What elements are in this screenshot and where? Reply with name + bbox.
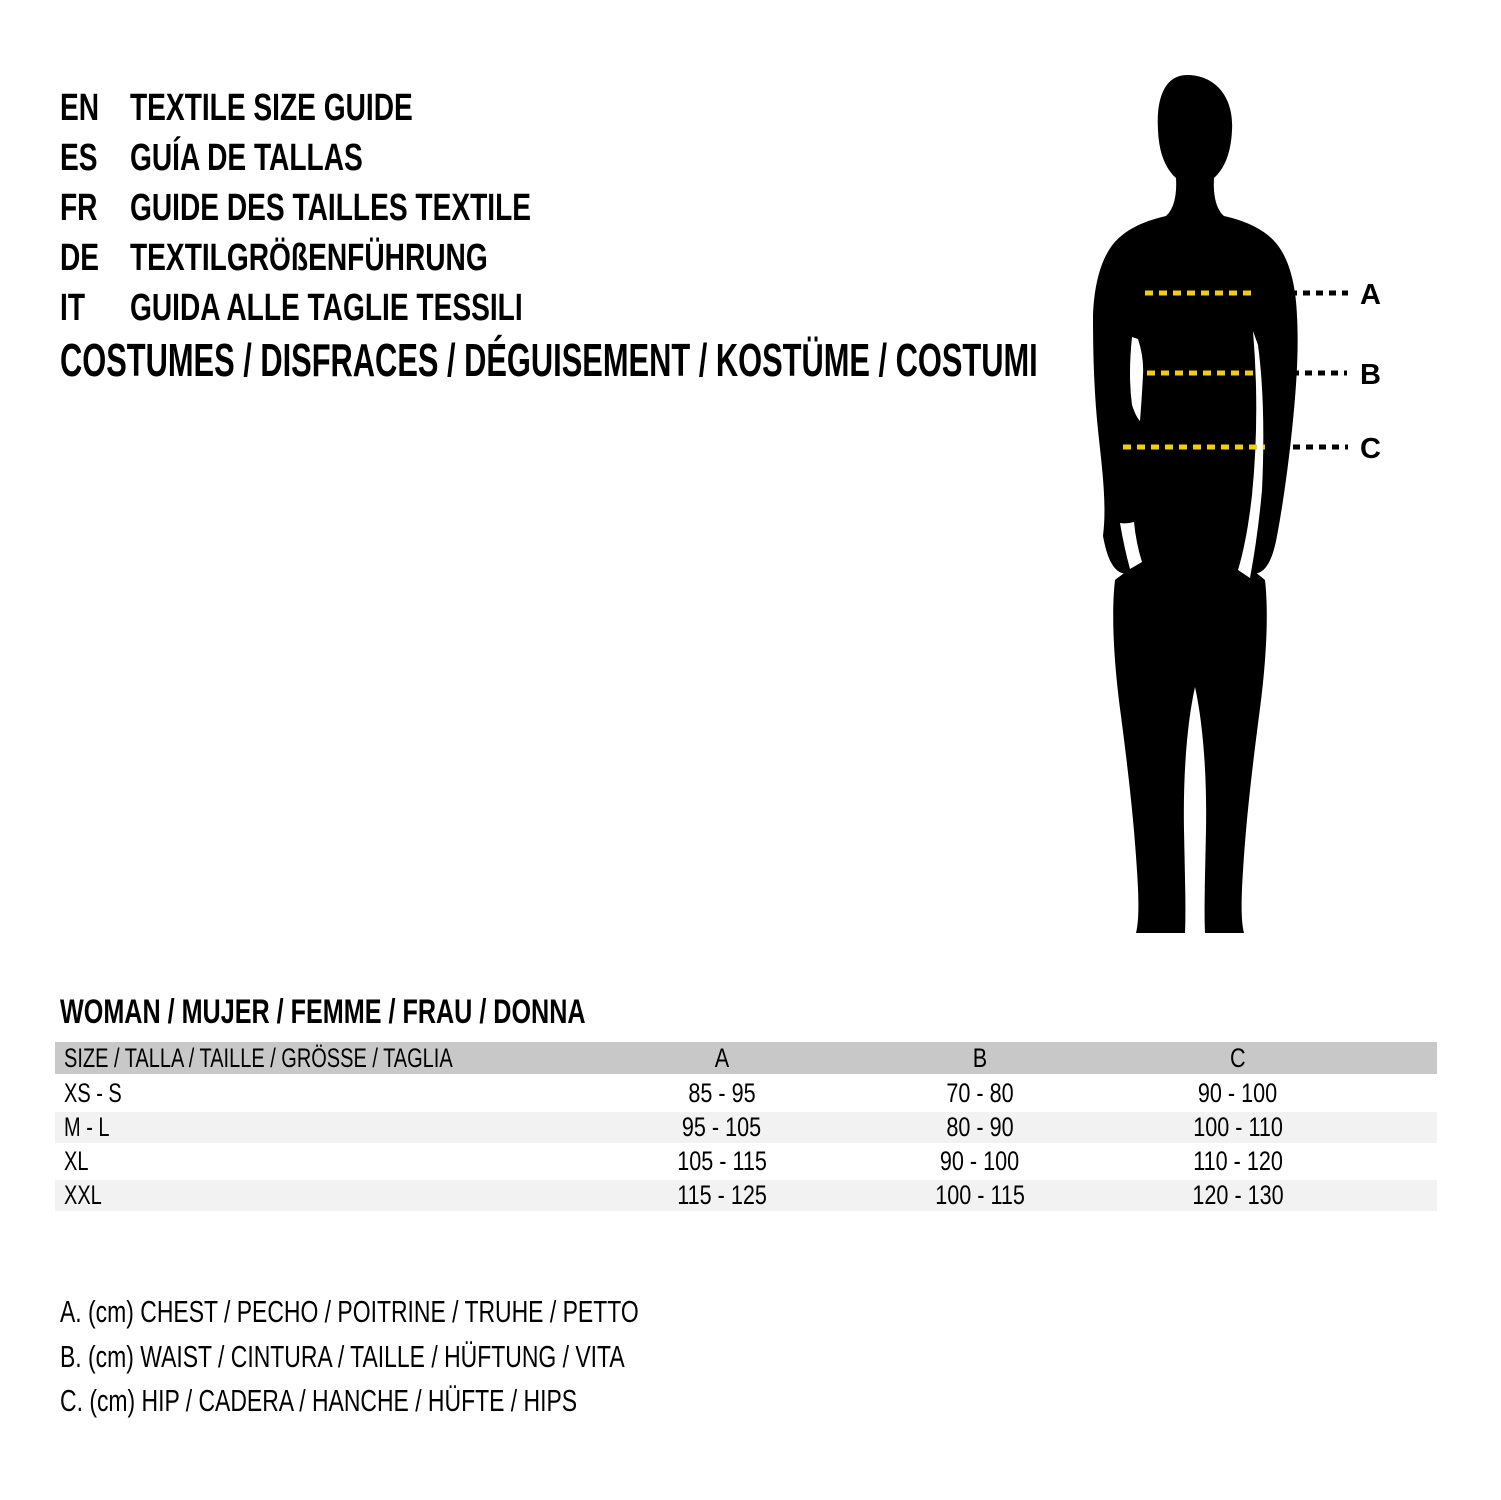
- waist-cell: 90 - 100: [940, 1146, 1020, 1176]
- hip-cell: 90 - 100: [1198, 1078, 1278, 1108]
- lang-label-fr: GUIDE DES TAILLES TEXTILE: [130, 187, 531, 229]
- waist-cell: 100 - 115: [935, 1180, 1025, 1210]
- legend-note-chest: [60, 1292, 842, 1332]
- section-title-woman: [60, 990, 770, 1034]
- hip-cell: 100 - 110: [1193, 1112, 1283, 1142]
- size-cell: XXL: [64, 1180, 102, 1210]
- table-row-xl: [55, 1146, 1437, 1177]
- chest-cell: 95 - 105: [682, 1112, 762, 1142]
- col-header-b: B: [972, 1042, 988, 1073]
- size-cell: M - L: [64, 1112, 110, 1142]
- section-title-text: WOMAN / MUJER / FEMME / FRAU / DONNA: [60, 993, 586, 1031]
- legend-note-hip-text: C. (cm) HIP / CADERA / HANCHE / HÜFTE / HIPS: [60, 1383, 578, 1418]
- lang-label-es: GUÍA DE TALLAS: [130, 137, 363, 179]
- hip-cell: 110 - 120: [1193, 1146, 1283, 1176]
- lang-label-de: TEXTILGRÖßENFÜHRUNG: [130, 237, 488, 279]
- chest-cell: 85 - 95: [688, 1078, 756, 1108]
- legend-note-waist-text: B. (cm) WAIST / CINTURA / TAILLE / HÜFTUNG / VITA: [60, 1339, 625, 1374]
- size-table: [55, 1042, 1437, 1214]
- lang-code-fr: FR: [60, 187, 98, 229]
- waist-cell: 70 - 80: [946, 1078, 1014, 1108]
- col-header-c: C: [1230, 1042, 1246, 1073]
- measurement-figure: [1092, 75, 1392, 941]
- chest-cell: 105 - 115: [677, 1146, 767, 1176]
- table-row-m-l: [55, 1112, 1437, 1143]
- waist-cell: 80 - 90: [946, 1112, 1014, 1142]
- chest-cell: 115 - 125: [677, 1180, 767, 1210]
- legend-note-hip: [60, 1381, 759, 1421]
- lang-code-it: IT: [60, 287, 85, 329]
- lang-code-en: EN: [60, 87, 100, 129]
- size-table-header-row: [55, 1042, 1437, 1074]
- category-title-text: COSTUMES / DISFRACES / DÉGUISEMENT / KOSTÜME / COSTUMI: [60, 334, 1038, 386]
- lang-code-de: DE: [60, 237, 100, 279]
- size-cell: XS - S: [64, 1078, 122, 1108]
- lang-code-es: ES: [60, 137, 98, 179]
- measure-label-c: C: [1360, 433, 1381, 465]
- table-row-xxl: [55, 1180, 1437, 1211]
- size-cell: XL: [64, 1146, 89, 1176]
- col-header-a: A: [714, 1042, 730, 1073]
- table-row-xs-s: [55, 1078, 1437, 1109]
- measure-label-b: B: [1360, 359, 1381, 391]
- legend-note-waist: [60, 1337, 823, 1377]
- hip-cell: 120 - 130: [1192, 1180, 1284, 1210]
- measure-label-a: A: [1360, 279, 1381, 311]
- lang-label-en: TEXTILE SIZE GUIDE: [130, 87, 413, 129]
- legend-note-chest-text: A. (cm) CHEST / PECHO / POITRINE / TRUHE / PETTO: [60, 1294, 639, 1329]
- col-header-size: SIZE / TALLA / TAILLE / GRÖSSE / TAGLIA: [64, 1042, 453, 1073]
- lang-label-it: GUIDA ALLE TAGLIE TESSILI: [130, 287, 523, 329]
- woman-silhouette-figure: [1092, 75, 1392, 941]
